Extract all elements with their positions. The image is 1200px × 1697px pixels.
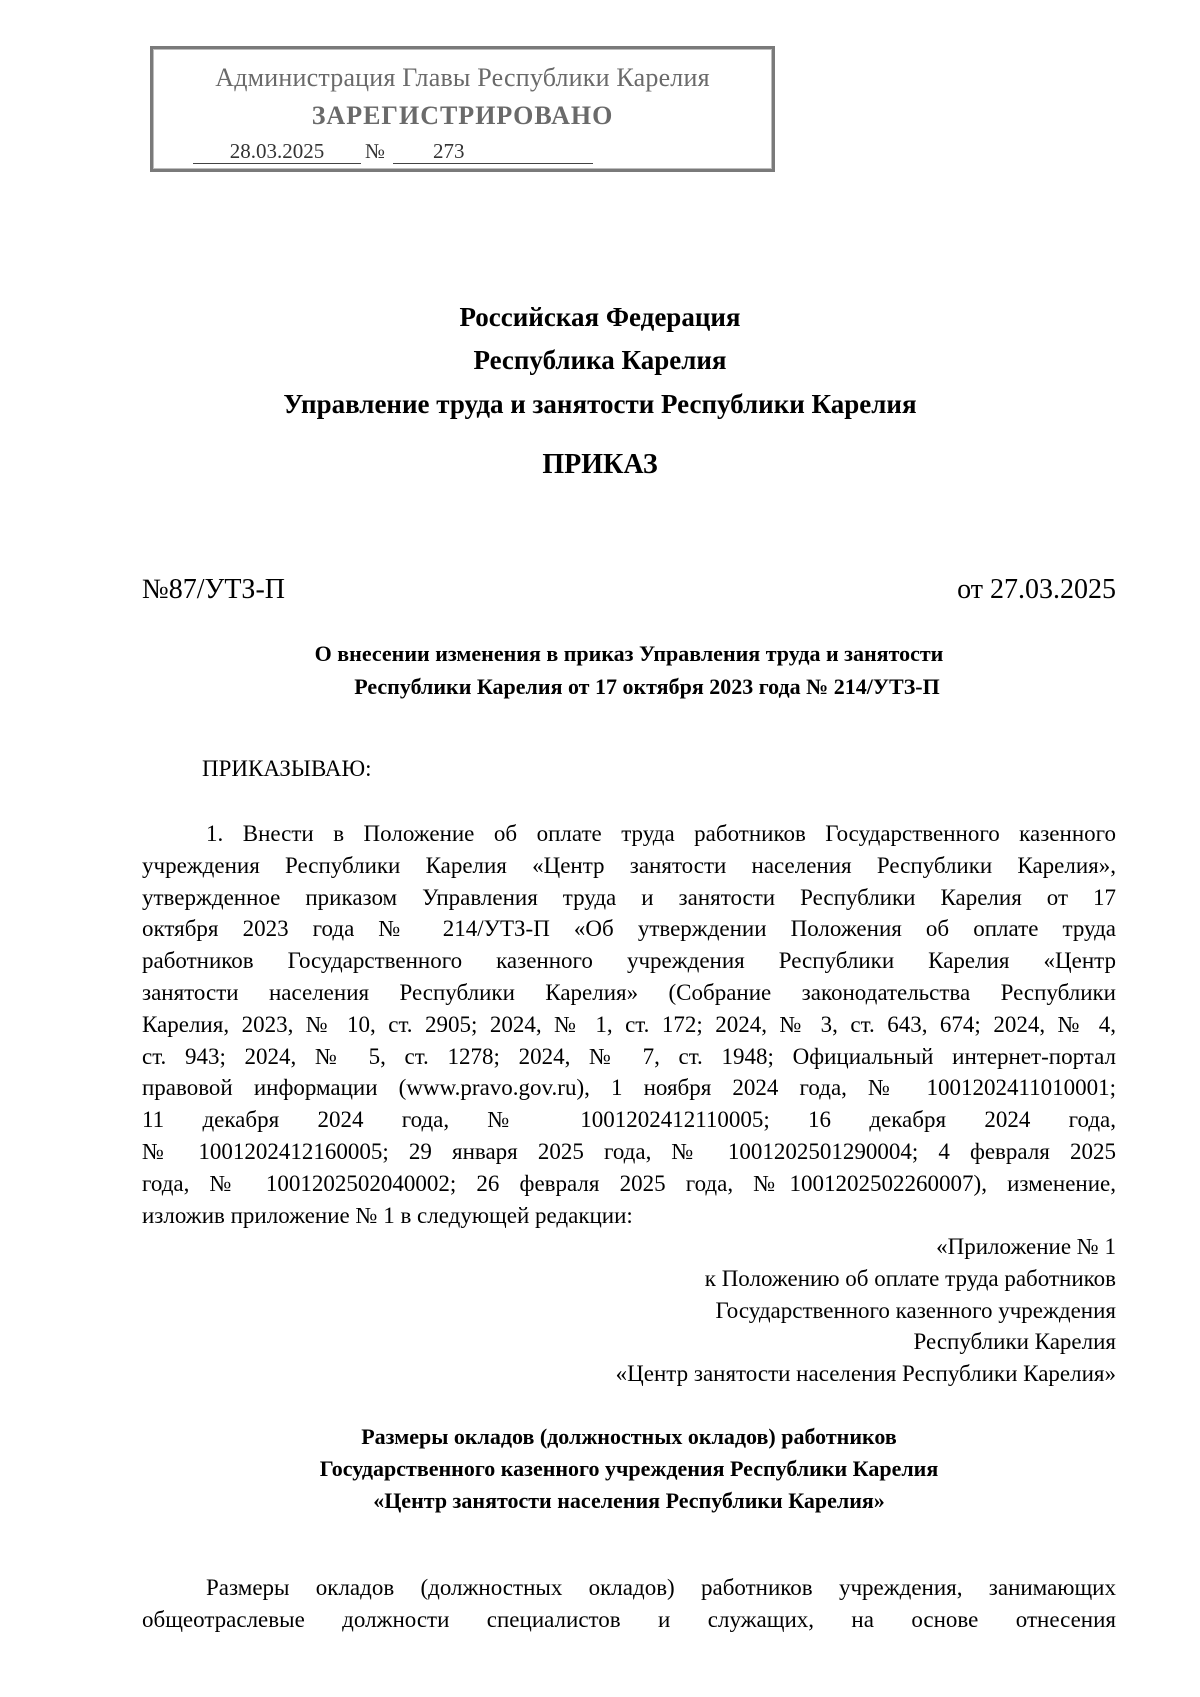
appendix-line: «Центр занятости населения Республики Карелия» (615, 1361, 1116, 1387)
paragraph-line: Карелия, 2023, № 10, ст. 2905; 2024, № 1, ст. 172; 2024, № 3, ст. 643, 674; 2024, № 4, (142, 1011, 1116, 1037)
section-title-line: Размеры окладов (должностных окладов) работников (361, 1424, 897, 1449)
paragraph-1 (142, 818, 1116, 1231)
paragraph-line: учреждения Республики Карелия «Центр занятости населения Республики Карелия», (142, 852, 1116, 878)
paragraph-line: № 1001202412160005; 29 января 2025 года, № 1001202501290004; 4 февраля 2025 (142, 1138, 1116, 1164)
document-type: ПРИКАЗ (542, 449, 658, 480)
stamp-issuer: Администрация Главы Республики Карелия (215, 63, 710, 92)
paragraph-line: 11 декабря 2024 года, № 1001202412110005; 16 декабря 2024 года, (142, 1107, 1116, 1133)
paragraph-line: Размеры окладов (должностных окладов) работников учреждения, занимающих (206, 1575, 1116, 1600)
appendix-reference (616, 1231, 1116, 1390)
paragraph-line: 1. Внести в Положение об оплате труда работников Государственного казенного (206, 821, 1116, 846)
section-title-line: «Центр занятости населения Республики Карелия» (373, 1488, 885, 1513)
appendix-line: Республики Карелия (913, 1329, 1116, 1355)
appendix-line: к Положению об оплате труда работников (704, 1265, 1116, 1291)
subject-line-1: О внесении изменения в приказ Управления труда и занятости (314, 641, 944, 666)
paragraph-line: изложив приложение № 1 в следующей редакции: (142, 1202, 633, 1228)
paragraph-line: работников Государственного казенного учреждения Республики Карелия «Центр (142, 948, 1116, 974)
order-number: №87/УТЗ-П (142, 574, 285, 605)
registration-stamp (150, 46, 775, 172)
paragraph-line: ст. 943; 2024, № 5, ст. 1278; 2024, № 7, ст. 1948; Официальный интернет-портал (142, 1043, 1116, 1069)
paragraph-line: утвержденное приказом Управления труда и занятости Республики Карелия от 17 (142, 884, 1116, 910)
subject-line-2: Республики Карелия от 17 октября 2023 года № 214/УТЗ-П (354, 674, 940, 699)
paragraph-line: общеотраслевые должности специалистов и служащих, на основе отнесения (142, 1606, 1116, 1632)
paragraph-line: года, № 1001202502040002; 26 февраля 2025 года, №1001202502260007), изменение, (142, 1170, 1116, 1196)
order-directive: ПРИКАЗЫВАЮ: (202, 756, 372, 781)
stamp-number: 273 (393, 139, 593, 164)
header-country: Российская Федерация (459, 302, 741, 332)
paragraph-line: октября 2023 года № 214/УТЗ-П «Об утверждении Положения об оплате труда (142, 916, 1116, 942)
paragraph-2 (142, 1572, 1116, 1636)
stamp-number-sign: № (365, 139, 386, 163)
section-title-line: Государственного казенного учреждения Республики Карелия (319, 1456, 939, 1481)
appendix-line: «Приложение № 1 (936, 1234, 1116, 1259)
paragraph-line: правовой информации (www.pravo.gov.ru), 1 ноября 2024 года, № 1001202411010001; (142, 1075, 1116, 1101)
section-title (142, 1421, 1116, 1517)
stamp-registered-label: ЗАРЕГИСТРИРОВАНО (311, 101, 614, 130)
order-date: от 27.03.2025 (957, 574, 1116, 605)
paragraph-line: занятости населения Республики Карелия» (Собрание законодательства Республики (142, 979, 1116, 1005)
appendix-line: Государственного казенного учреждения (715, 1297, 1116, 1323)
header-agency: Управление труда и занятости Республики Карелия (283, 389, 917, 419)
stamp-date: 28.03.2025 (193, 139, 361, 164)
header-republic: Республика Карелия (473, 345, 727, 375)
